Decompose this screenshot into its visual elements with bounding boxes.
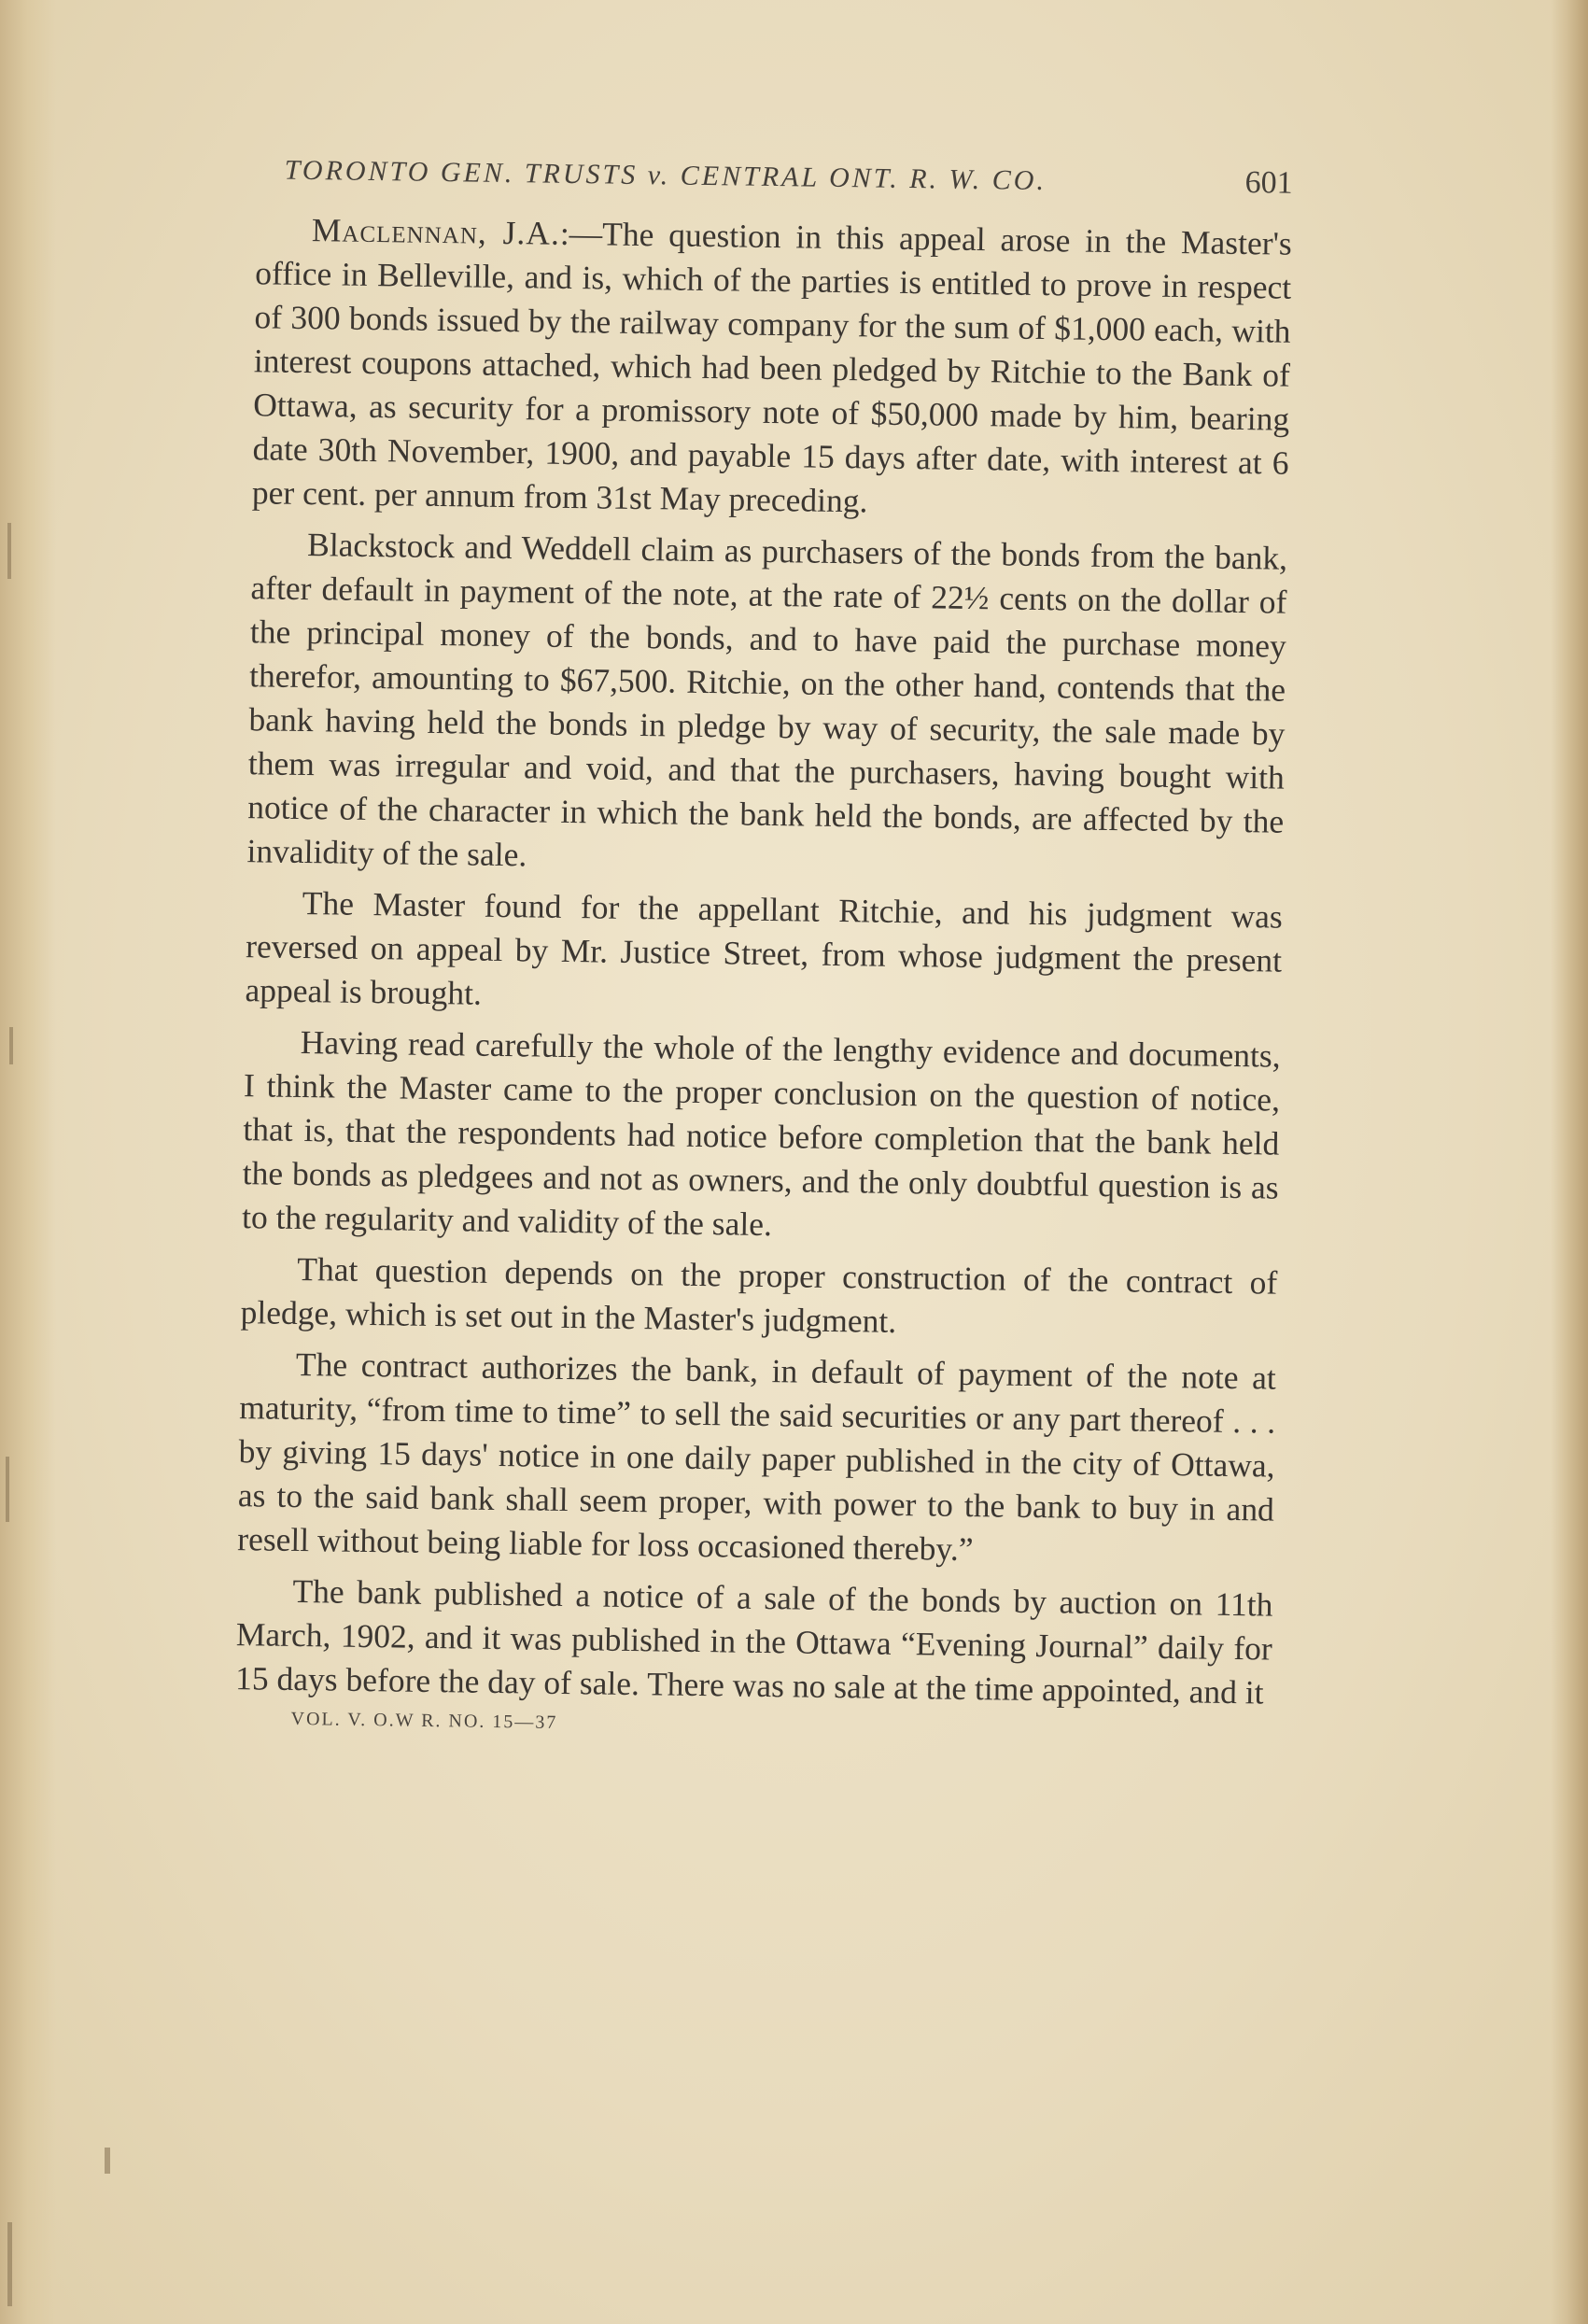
gutter-shadow: [0, 0, 56, 2324]
margin-mark: [9, 1027, 13, 1064]
ink-dot: [105, 2148, 110, 2174]
paragraph-1: [252, 207, 1292, 528]
margin-mark: [6, 1457, 9, 1522]
paragraph-6: The contract authorizes the bank, in default of payment of the note at maturity, “from time to time” to sell the said securities or any part thereof . . . by giving 15 days' notice in one daily paper published in the city of Ottawa, as to the said bank shall seem proper, with power to the bank to buy in and resell without being liable for loss occasioned thereby.”: [237, 1345, 1277, 1569]
running-head: [257, 151, 1293, 201]
page-text: [229, 151, 1293, 2173]
paragraph-2: Blackstock and Weddell claim as purchasers of the bonds from the bank, after default in payment of the note, at the rate of 22½ cents on the dollar of the principal money of the bonds, and to have paid the purchase money therefor, amounting to $67,500. Ritchie, on the other hand, contends that the bank having held the bonds in pledge by way of security, the sale made by them was irregular and void, and that the purchasers, having bought with notice of the character in which the bank held the bonds, are affected by the invalidity of the sale.: [246, 526, 1288, 874]
judge-name: Maclennan, J.A.: [311, 211, 561, 252]
paragraph-4: Having read carefully the whole of the lengthy evidence and documents, I think the Master came to the proper conclusion on the question of notice, that is, that the respondents had notice before completion that the bank held the bonds as pledgees and not as owners, and the only doubtful question is as to the regularity and validity of the sale.: [241, 1022, 1281, 1244]
margin-mark: [7, 523, 11, 579]
margin-mark: [7, 2222, 12, 2306]
page-edge: [1551, 0, 1588, 2324]
paragraph-1-body: :—The question in this appeal arose in the Master's office in Belleville, and is, which of the parties is entitled to prove in respect of 300 bonds issued by the railway company for the sum of $1,000 each, with interest coupons attached, which had been pledged by Ritchie to the Bank of Ottawa, as security for a promissory note of $50,000 made by him, bearing date 30th November, 1900, and payable 15 days after date, with interest at 6 per cent. per annum from 31st May preceding.: [251, 214, 1293, 520]
running-title: TORONTO GEN. TRUSTS v. CENTRAL ONT. R. W. CO.: [284, 154, 1047, 197]
page-number: 601: [1244, 165, 1293, 201]
paragraph-7: The bank published a notice of a sale of the bonds by auction on 11th March, 1902, and it was published in the Ottawa “Evening Journal” daily for 15 days before the day of sale. There was no sale at the time appointed, and it: [234, 1571, 1273, 1711]
signature-mark: VOL. V. O.W R. NO. 15—37: [290, 1708, 558, 1733]
paragraph-3: The Master found for the appellant Ritchie, and his judgment was reversed on appeal by Mr. Justice Street, from whose judgment the present appeal is brought.: [245, 884, 1283, 1012]
paragraph-5: That question depends on the proper construction of the contract of pledge, which is set out in the Master's judgment.: [240, 1249, 1278, 1340]
